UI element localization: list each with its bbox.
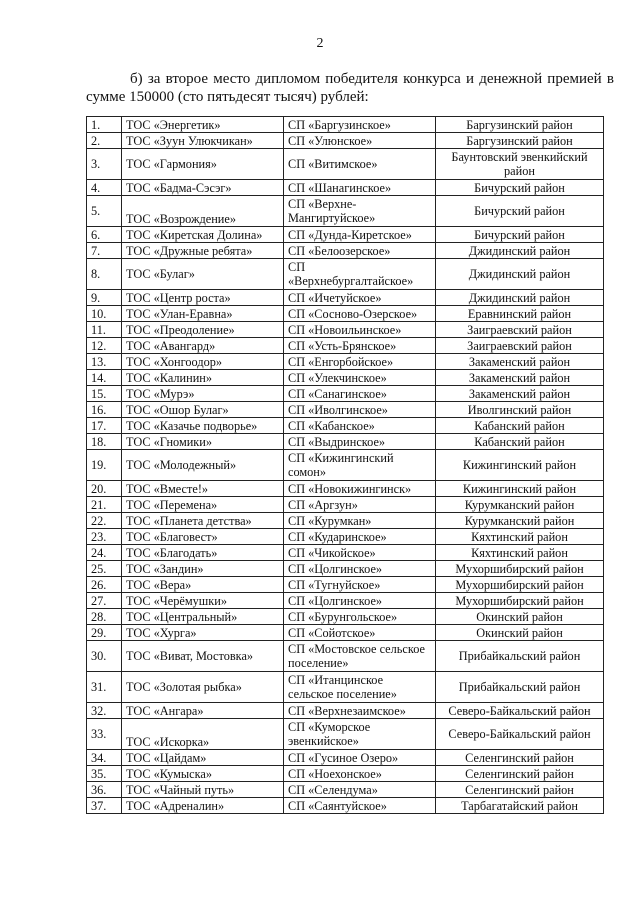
row-number: 22. [87, 513, 122, 529]
settlement-name: СП «Новоильинское» [284, 322, 436, 338]
district-name: Закаменский район [436, 386, 604, 402]
table-row [87, 798, 604, 814]
table-row [87, 322, 604, 338]
settlement-name: СП «Саянтуйское» [284, 798, 436, 814]
settlement-name: СП «Тугнуйское» [284, 577, 436, 593]
district-name: Кижингинский район [436, 481, 604, 497]
row-number: 15. [87, 386, 122, 402]
award-table-body [87, 117, 604, 814]
settlement-name: СП «Селендума» [284, 782, 436, 798]
district-name: Прибайкальский район [436, 641, 604, 672]
page-number: 2 [316, 36, 324, 51]
district-name: Селенгинский район [436, 750, 604, 766]
district-name: Кабанский район [436, 418, 604, 434]
settlement-name: СП «Улекчинское» [284, 370, 436, 386]
tos-name: ТОС «Ошор Булаг» [122, 402, 284, 418]
settlement-name: СП «Баргузинское» [284, 117, 436, 133]
district-name: Заиграевский район [436, 322, 604, 338]
tos-name: ТОС «Чайный путь» [122, 782, 284, 798]
row-number: 28. [87, 609, 122, 625]
table-row [87, 133, 604, 149]
settlement-name: СП «Мостовское сельское поселение» [284, 641, 436, 672]
row-number: 16. [87, 402, 122, 418]
settlement-name: СП «Гусиное Озеро» [284, 750, 436, 766]
settlement-name: СП «Витимское» [284, 149, 436, 180]
row-number: 20. [87, 481, 122, 497]
tos-name: ТОС «Золотая рыбка» [122, 672, 284, 703]
table-row [87, 513, 604, 529]
tos-name: ТОС «Планета детства» [122, 513, 284, 529]
table-row [87, 434, 604, 450]
table-row [87, 354, 604, 370]
district-name: Бичурский район [436, 196, 604, 227]
table-row [87, 609, 604, 625]
settlement-name: СП «Санагинское» [284, 386, 436, 402]
row-number: 8. [87, 259, 122, 290]
settlement-name: СП «Иволгинское» [284, 402, 436, 418]
district-name: Бичурский район [436, 227, 604, 243]
settlement-name: СП «Бурунгольское» [284, 609, 436, 625]
row-number: 24. [87, 545, 122, 561]
tos-name: ТОС «Булаг» [122, 259, 284, 290]
district-name: Еравнинский район [436, 306, 604, 322]
table-row [87, 227, 604, 243]
tos-name: ТОС «Молодежный» [122, 450, 284, 481]
table-row [87, 306, 604, 322]
row-number: 9. [87, 290, 122, 306]
tos-name: ТОС «Вместе!» [122, 481, 284, 497]
settlement-name: СП «Куморское эвенкийское» [284, 719, 436, 750]
district-name: Курумканский район [436, 513, 604, 529]
settlement-name: СП «Енгорбойское» [284, 354, 436, 370]
settlement-name: СП «Новокижингинск» [284, 481, 436, 497]
district-name: Северо-Байкальский район [436, 703, 604, 719]
district-name: Кабанский район [436, 434, 604, 450]
tos-name: ТОС «Адреналин» [122, 798, 284, 814]
row-number: 11. [87, 322, 122, 338]
table-row [87, 402, 604, 418]
tos-name: ТОС «Центральный» [122, 609, 284, 625]
settlement-name: СП «Верхнебургалтайское» [284, 259, 436, 290]
tos-name: ТОС «Хурга» [122, 625, 284, 641]
table-row [87, 719, 604, 750]
tos-name: ТОС «Гномики» [122, 434, 284, 450]
row-number: 5. [87, 196, 122, 227]
settlement-name: СП «Кударинское» [284, 529, 436, 545]
tos-name: ТОС «Ангара» [122, 703, 284, 719]
row-number: 13. [87, 354, 122, 370]
row-number: 34. [87, 750, 122, 766]
row-number: 6. [87, 227, 122, 243]
table-row [87, 703, 604, 719]
row-number: 33. [87, 719, 122, 750]
district-name: Прибайкальский район [436, 672, 604, 703]
district-name: Джидинский район [436, 290, 604, 306]
district-name: Северо-Байкальский район [436, 719, 604, 750]
settlement-name: СП «Чикойское» [284, 545, 436, 561]
row-number: 19. [87, 450, 122, 481]
settlement-name: СП «Кабанское» [284, 418, 436, 434]
table-row [87, 481, 604, 497]
row-number: 4. [87, 180, 122, 196]
settlement-name: СП «Сойотское» [284, 625, 436, 641]
tos-name: ТОС «Дружные ребята» [122, 243, 284, 259]
tos-name: ТОС «Энергетик» [122, 117, 284, 133]
settlement-name: СП «Выдринское» [284, 434, 436, 450]
district-name: Заиграевский район [436, 338, 604, 354]
settlement-name: СП «Цолгинское» [284, 561, 436, 577]
row-number: 1. [87, 117, 122, 133]
district-name: Окинский район [436, 625, 604, 641]
row-number: 14. [87, 370, 122, 386]
table-row [87, 149, 604, 180]
tos-name: ТОС «Цайдам» [122, 750, 284, 766]
row-number: 2. [87, 133, 122, 149]
tos-name: ТОС «Преодоление» [122, 322, 284, 338]
settlement-name: СП «Ноехонское» [284, 766, 436, 782]
table-row [87, 290, 604, 306]
settlement-name: СП «Белоозерское» [284, 243, 436, 259]
row-number: 35. [87, 766, 122, 782]
table-row [87, 672, 604, 703]
settlement-name: СП «Кижингинский сомон» [284, 450, 436, 481]
settlement-name: СП «Верхнезаимское» [284, 703, 436, 719]
settlement-name: СП «Верхне-Мангиртуйское» [284, 196, 436, 227]
district-name: Баргузинский район [436, 117, 604, 133]
settlement-name: СП «Аргзун» [284, 497, 436, 513]
district-name: Селенгинский район [436, 782, 604, 798]
table-row [87, 497, 604, 513]
district-name: Курумканский район [436, 497, 604, 513]
district-name: Мухоршибирский район [436, 561, 604, 577]
district-name: Баргузинский район [436, 133, 604, 149]
district-name: Кижингинский район [436, 450, 604, 481]
row-number: 36. [87, 782, 122, 798]
row-number: 17. [87, 418, 122, 434]
district-name: Окинский район [436, 609, 604, 625]
tos-name: ТОС «Мурэ» [122, 386, 284, 402]
table-row [87, 386, 604, 402]
table-row [87, 418, 604, 434]
district-name: Мухоршибирский район [436, 593, 604, 609]
table-row [87, 243, 604, 259]
district-name: Джидинский район [436, 243, 604, 259]
table-row [87, 625, 604, 641]
row-number: 21. [87, 497, 122, 513]
district-name: Иволгинский район [436, 402, 604, 418]
row-number: 7. [87, 243, 122, 259]
settlement-name: СП «Усть-Брянское» [284, 338, 436, 354]
district-name: Селенгинский район [436, 766, 604, 782]
district-name: Закаменский район [436, 354, 604, 370]
settlement-name: СП «Шанагинское» [284, 180, 436, 196]
table-row [87, 577, 604, 593]
tos-name: ТОС «Возрождение» [122, 196, 284, 227]
row-number: 25. [87, 561, 122, 577]
district-name: Бичурский район [436, 180, 604, 196]
table-row [87, 545, 604, 561]
table-row [87, 370, 604, 386]
tos-name: ТОС «Гармония» [122, 149, 284, 180]
tos-name: ТОС «Бадма-Сэсэг» [122, 180, 284, 196]
table-row [87, 338, 604, 354]
tos-name: ТОС «Виват, Мостовка» [122, 641, 284, 672]
settlement-name: СП «Ичетуйское» [284, 290, 436, 306]
tos-name: ТОС «Центр роста» [122, 290, 284, 306]
row-number: 27. [87, 593, 122, 609]
row-number: 31. [87, 672, 122, 703]
table-row [87, 561, 604, 577]
table-row [87, 259, 604, 290]
district-name: Мухоршибирский район [436, 577, 604, 593]
tos-name: ТОС «Авангард» [122, 338, 284, 354]
settlement-name: СП «Курумкан» [284, 513, 436, 529]
tos-name: ТОС «Кумыска» [122, 766, 284, 782]
district-name: Кяхтинский район [436, 529, 604, 545]
table-row [87, 782, 604, 798]
district-name: Кяхтинский район [436, 545, 604, 561]
row-number: 30. [87, 641, 122, 672]
table-row [87, 180, 604, 196]
tos-name: ТОС «Вера» [122, 577, 284, 593]
settlement-name: СП «Сосново-Озерское» [284, 306, 436, 322]
tos-name: ТОС «Киретская Долина» [122, 227, 284, 243]
tos-name: ТОС «Казачье подворье» [122, 418, 284, 434]
table-row [87, 529, 604, 545]
row-number: 29. [87, 625, 122, 641]
tos-name: ТОС «Благовест» [122, 529, 284, 545]
intro-paragraph: б) за второе место дипломом победителя конкурса и денежной премией в сумме 150000 (сто пятьдесят тысяч) рублей: [86, 71, 614, 105]
tos-name: ТОС «Улан-Еравна» [122, 306, 284, 322]
row-number: 10. [87, 306, 122, 322]
settlement-name: СП «Итанцинское сельское поселение» [284, 672, 436, 703]
row-number: 18. [87, 434, 122, 450]
row-number: 26. [87, 577, 122, 593]
award-table [86, 116, 604, 814]
row-number: 37. [87, 798, 122, 814]
tos-name: ТОС «Искорка» [122, 719, 284, 750]
table-row [87, 117, 604, 133]
district-name: Тарбагатайский район [436, 798, 604, 814]
row-number: 3. [87, 149, 122, 180]
table-row [87, 641, 604, 672]
district-name: Джидинский район [436, 259, 604, 290]
district-name: Закаменский район [436, 370, 604, 386]
settlement-name: СП «Цолгинское» [284, 593, 436, 609]
table-row [87, 766, 604, 782]
tos-name: ТОС «Черёмушки» [122, 593, 284, 609]
settlement-name: СП «Улюнское» [284, 133, 436, 149]
table-row [87, 750, 604, 766]
district-name: Баунтовский эвенкийский район [436, 149, 604, 180]
tos-name: ТОС «Благодать» [122, 545, 284, 561]
table-row [87, 593, 604, 609]
tos-name: ТОС «Зуун Улюкчикан» [122, 133, 284, 149]
row-number: 32. [87, 703, 122, 719]
row-number: 12. [87, 338, 122, 354]
table-row [87, 196, 604, 227]
tos-name: ТОС «Калинин» [122, 370, 284, 386]
settlement-name: СП «Дунда-Киретское» [284, 227, 436, 243]
table-row [87, 450, 604, 481]
tos-name: ТОС «Хонгоодор» [122, 354, 284, 370]
tos-name: ТОС «Зандин» [122, 561, 284, 577]
tos-name: ТОС «Перемена» [122, 497, 284, 513]
row-number: 23. [87, 529, 122, 545]
